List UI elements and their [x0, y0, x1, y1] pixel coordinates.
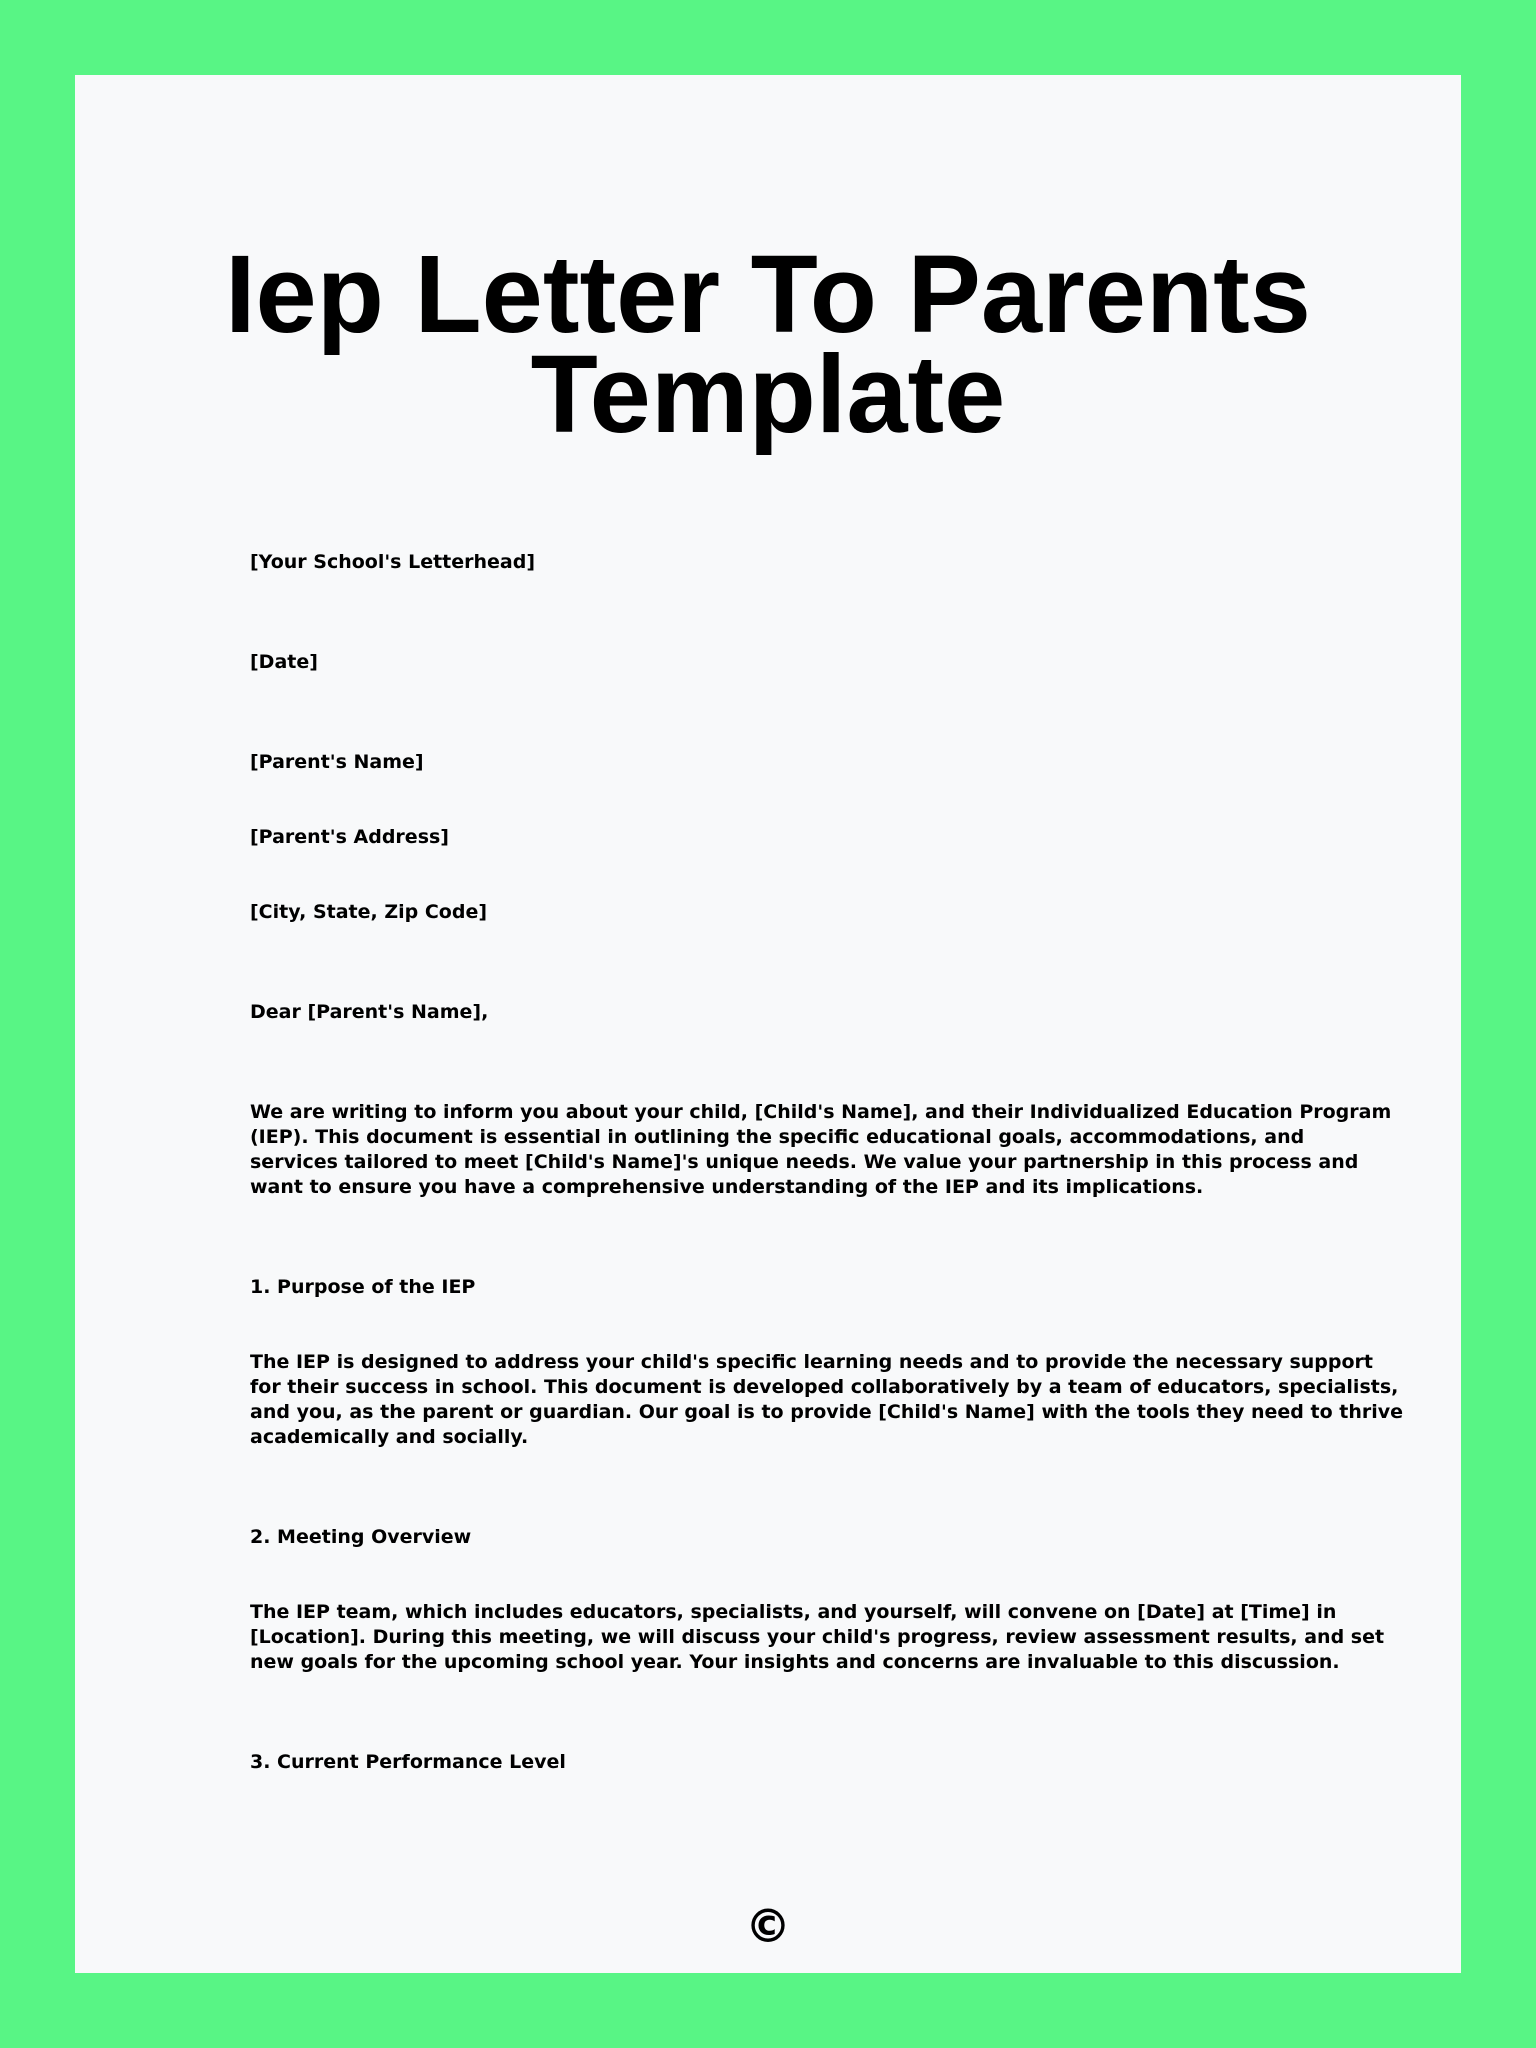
- section-1-paragraph-line: and you, as the parent or guardian. Our goal is to provide [Child's Name] with the tools they need to thrive: [250, 1401, 1404, 1423]
- intro-paragraph-line: We are writing to inform you about your child, [Child's Name], and their Individualized Education Program: [250, 1101, 1392, 1123]
- section-2-heading: 2. Meeting Overview: [250, 1526, 472, 1548]
- intro-paragraph-line: want to ensure you have a comprehensive understanding of the IEP and its implications.: [250, 1176, 1204, 1198]
- intro-paragraph-line: (IEP). This document is essential in outlining the specific educational goals, accommodations, and: [250, 1126, 1305, 1148]
- parent-address-placeholder: [Parent's Address]: [250, 826, 449, 848]
- section-2-paragraph-line: The IEP team, which includes educators, specialists, and yourself, will convene on [Date] at [Time] in: [250, 1601, 1337, 1623]
- section-1-paragraph-line: for their success in school. This document is developed collaboratively by a team of educators, specialists,: [250, 1376, 1399, 1398]
- document-title: [75, 233, 1461, 456]
- date-placeholder: [Date]: [250, 651, 318, 673]
- section-1-heading: 1. Purpose of the IEP: [250, 1276, 476, 1298]
- section-1-paragraph-line: The IEP is designed to address your child's specific learning needs and to provide the necessary support: [250, 1351, 1374, 1373]
- document-page: [75, 75, 1461, 1973]
- copyright-icon: ©: [745, 1899, 791, 1953]
- title-line-2: Template: [530, 333, 1006, 456]
- intro-paragraph-line: services tailored to meet [Child's Name]'s unique needs. We value your partnership in this process and: [250, 1151, 1359, 1173]
- parent-name-placeholder: [Parent's Name]: [250, 751, 424, 773]
- section-2-paragraph-line: [Location]. During this meeting, we will discuss your child's progress, review assessment results, and set: [250, 1626, 1385, 1648]
- section-2-paragraph-line: new goals for the upcoming school year. Your insights and concerns are invaluable to this discussion.: [250, 1651, 1340, 1673]
- section-1-paragraph-line: academically and socially.: [250, 1426, 529, 1448]
- title-line-1: Iep Letter To Parents: [225, 233, 1311, 356]
- city-state-zip-placeholder: [City, State, Zip Code]: [250, 901, 488, 923]
- section-3-heading: 3. Current Performance Level: [250, 1751, 566, 1773]
- salutation: Dear [Parent's Name],: [250, 1001, 489, 1023]
- letterhead-placeholder: [Your School's Letterhead]: [250, 551, 536, 573]
